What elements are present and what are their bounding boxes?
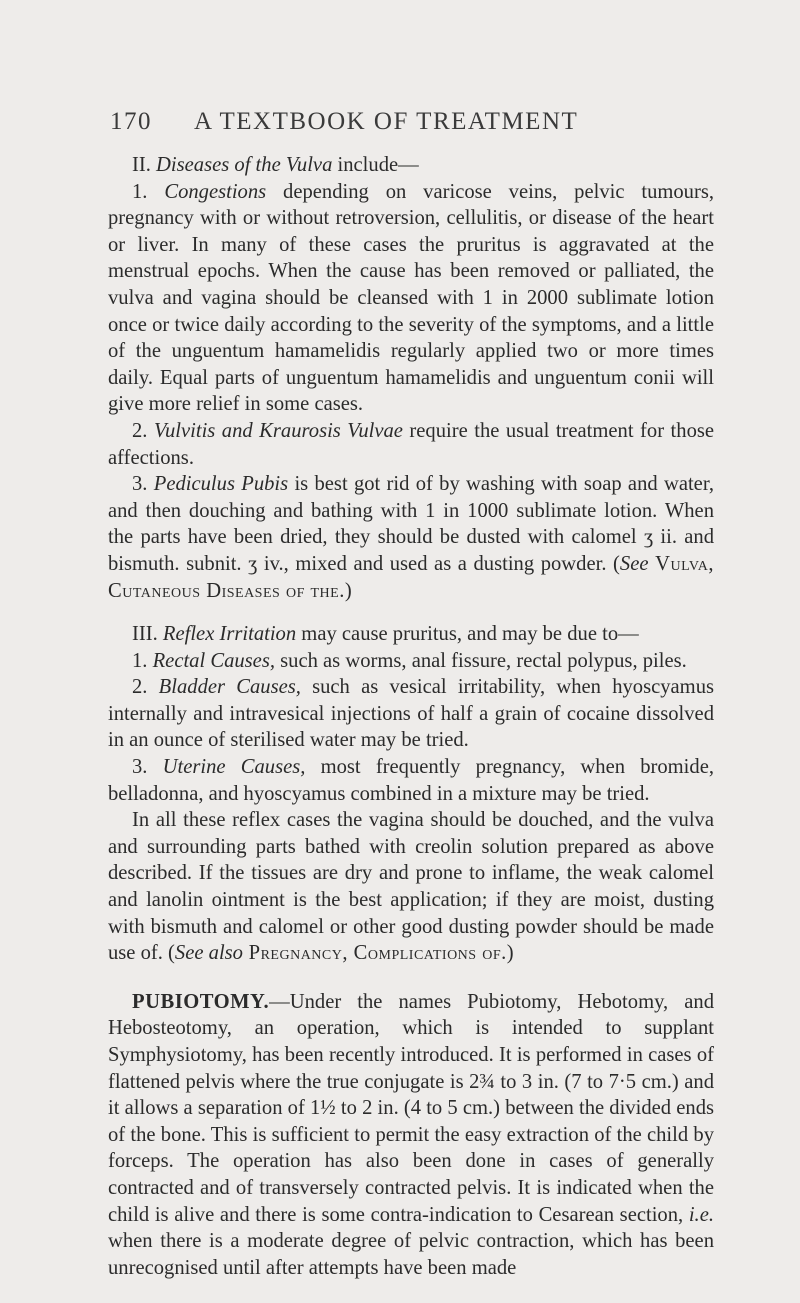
abbreviation: i.e. [688, 1203, 714, 1226]
item-number: 2. [132, 419, 154, 442]
section-ii-item-3 [108, 471, 714, 604]
closing-paren: ) [506, 942, 514, 965]
cross-reference: Vulva, Cutaneous Diseases of the. [108, 552, 714, 602]
section-title: Reflex Irritation [162, 623, 297, 646]
item-text: require the usual treatment for those affections. [108, 419, 715, 469]
item-title: Vulvitis and Kraurosis Vulvae [153, 419, 403, 442]
body-text [108, 152, 714, 1281]
item-title: Bladder Causes, [158, 676, 301, 699]
see-reference: See also [174, 942, 243, 965]
item-number: 2. [132, 676, 159, 699]
section-title-rest: include— [332, 154, 419, 176]
section-ii-item-1 [108, 179, 714, 418]
item-text: such as worms, anal fissure, rectal polypus, piles. [275, 649, 687, 672]
section-number: III. [132, 623, 158, 646]
item-number: 1. [132, 180, 165, 203]
cross-reference: Pregnancy, Complications of. [242, 942, 507, 965]
item-number: 3. [132, 473, 154, 496]
spacer [108, 967, 714, 989]
entry-heading: PUBIOTOMY. [132, 990, 270, 1013]
section-title-rest: may cause pruritus, and may be due to— [296, 623, 639, 646]
item-number: 1. [132, 649, 153, 672]
running-title: A TEXTBOOK OF TREATMENT [194, 108, 579, 135]
see-reference: See [619, 552, 649, 575]
page-number: 170 [110, 108, 152, 135]
paragraph-text: —Under the names Pubiotomy, Hebotomy, and Hebosteotomy, an operation, which is intended to supplant Symphysiotomy, has been recently introduced. It is performed in cases of flattened pelvis where the true conjugate is 2¾ to 3 in. (7 to 7·5 cm.) and it allows a separation of 1½ to 2 in. (4 to 5 cm.) between the divided ends of the bone. This is sufficient to permit the easy extraction of the child by forceps. The operation has also been done in cases of generally contracted and of transversely contracted pelvis. It is indicated when the child is alive and there is some contra-indication to Cesarean section, [108, 990, 714, 1226]
paragraph-text: when there is a moderate degree of pelvic contraction, which has been unrecognised until after attempts have been made [108, 1230, 714, 1279]
section-iii-item-2 [108, 674, 714, 754]
section-title: Diseases of the Vulva [156, 154, 333, 176]
section-ii-item-2 [108, 418, 714, 471]
item-text: most frequently pregnancy, when bromide, belladonna, and hyoscyamus combined in a mixture may be tried. [108, 756, 714, 805]
item-title: Uterine Causes, [162, 756, 306, 779]
running-head [110, 108, 705, 136]
paragraph-text: In all these reflex cases the vagina should be douched, and the vulva and surrounding parts bathed with creolin solution prepared as above described. If the tissues are dry and prone to inflame, the weak calomel and lanolin ointment is the best application; if they are moist, dusting with bismuth and calomel or other good dusting powder should be made use of. ( [108, 809, 714, 965]
spacer [108, 604, 714, 621]
item-title: Congestions [164, 180, 267, 203]
section-ii-heading [108, 152, 714, 179]
section-iii-item-1 [108, 648, 714, 675]
item-text: is best got rid of by washing with soap and water, and then douching and bathing with 1 in 1000 sublimate lotion. When the parts have been dried, they should be dusted with calomel ʒ ii. and bismuth. subnit. ʒ iv., mixed and used as a dusting powder. ( [108, 473, 715, 575]
item-text: depending on varicose veins, pelvic tumours, pregnancy with or without retroversion, cellulitis, or disease of the heart or liver. In many of these cases the pruritus is aggravated at the menstrual epochs. When the cause has been removed or palliated, the vulva and vagina should be cleansed with 1 in 2000 sublimate lotion once or twice daily according to the severity of the symptoms, and a little of the unguentum hamamelidis regularly applied two or more times daily. Equal parts of unguentum hamamelidis and unguentum conii will give more relief in some cases. [108, 180, 715, 416]
item-text: such as vesical irritability, when hyoscyamus internally and intravesical injections of half a grain of cocaine dissolved in an ounce of sterilised water may be tried. [108, 676, 715, 752]
pubiotomy-paragraph [108, 989, 714, 1282]
item-title: Rectal Causes, [152, 649, 275, 672]
closing-paren: ) [344, 579, 352, 602]
item-number: 3. [132, 756, 163, 779]
item-title: Pediculus Pubis [153, 473, 289, 496]
section-iii-item-3 [108, 754, 714, 807]
section-iii-heading [108, 621, 714, 648]
reflex-paragraph [108, 807, 714, 967]
section-number: II. [132, 154, 151, 176]
